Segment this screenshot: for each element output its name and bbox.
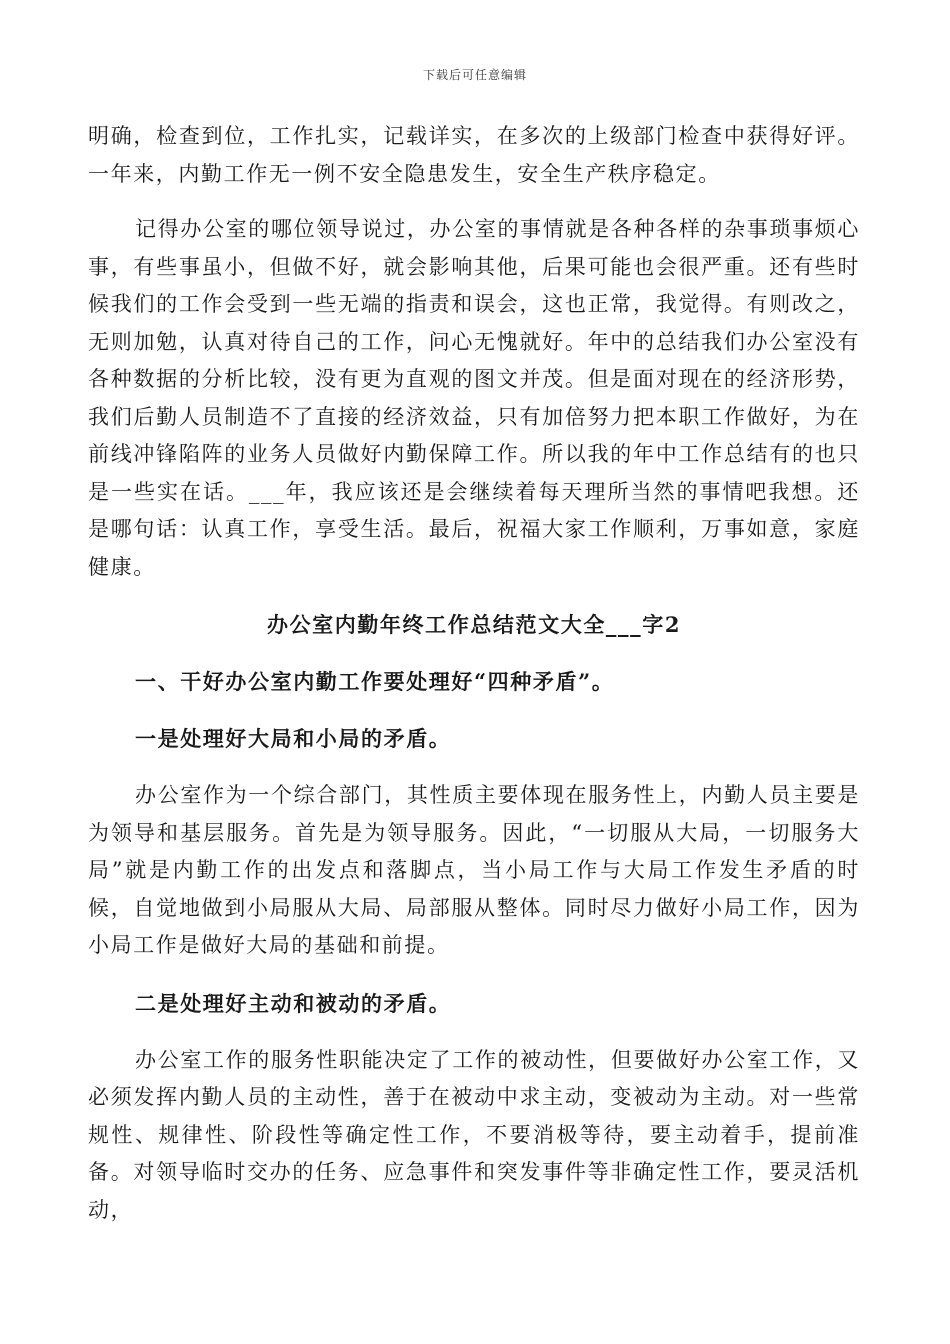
spacer bbox=[88, 700, 860, 720]
spacer bbox=[88, 193, 860, 211]
spacer bbox=[88, 757, 860, 777]
paragraph-3: 办公室作为一个综合部门，其性质主要体现在服务性上，内勤人员主要是为领导和基层服务。首先是为领导服务。因此，“一切服从大局，一切服务大局”就是内勤工作的出发点和落脚点，当小局工作与大局工作发生矛盾的时候，自觉地做到小局服从大局、局部服从整体。同时尽力做好小局工作，因为小局工作是做好大局的基础和前提。 bbox=[88, 783, 860, 957]
heading-four-contradictions: 一、干好办公室内勤工作要处理好“四种矛盾”。 bbox=[135, 669, 615, 694]
heading-big-small-picture: 一是处理好大局和小局的矛盾。 bbox=[135, 726, 452, 751]
document-body bbox=[88, 118, 860, 1229]
spacer bbox=[88, 586, 860, 606]
heading-active-passive: 二是处理好主动和被动的矛盾。 bbox=[135, 990, 452, 1016]
spacer bbox=[88, 1022, 860, 1042]
section-title: 办公室内勤年终工作总结范文大全___字2 bbox=[266, 612, 682, 637]
paragraph-4: 办公室工作的服务性职能决定了工作的被动性，但要做好办公室工作，又必须发挥内勤人员的主动性，善于在被动中求主动，变被动为主动。对一些常规性、规律性、阶段性等确定性工作，不要消极等待，要主动着手，提前准备。对领导临时交办的任务、应急事件和突发事件等非确定性工作，要灵活机动， bbox=[88, 1047, 860, 1222]
page-header-note: 下载后可任意编辑 bbox=[422, 68, 527, 82]
spacer bbox=[88, 643, 860, 663]
paragraph-2: 记得办公室的哪位领导说过，办公室的事情就是各种各样的杂事琐事烦心事，有些事虽小，但做不好，就会影响其他，后果可能也会很严重。还有些时候我们的工作会受到一些无端的指责和误会，这也正常，我觉得。有则改之，无则加勉，认真对待自己的工作，问心无愧就好。年中的总结我们办公室没有各种数据的分析比较，没有更为直观的图文并茂。但是面对现在的经济形势，我们后勤人员制造不了直接的经济效益，只有加倍努力把本职工作做好，为在前线冲锋陷阵的业务人员做好内勤保障工作。所以我的年中工作总结有的也只是一些实在话。___年，我应该还是会继续着每天理所当然的事情吧我想。还是哪句话：认真工作，享受生活。最后，祝福大家工作顺利，万事如意，家庭健康。 bbox=[88, 217, 860, 579]
paragraph-1: 明确，检查到位，工作扎实，记载详实，在多次的上级部门检查中获得好评。一年来，内勤工作无一例不安全隐患发生，安全生产秩序稳定。 bbox=[88, 124, 860, 186]
spacer bbox=[88, 965, 860, 985]
